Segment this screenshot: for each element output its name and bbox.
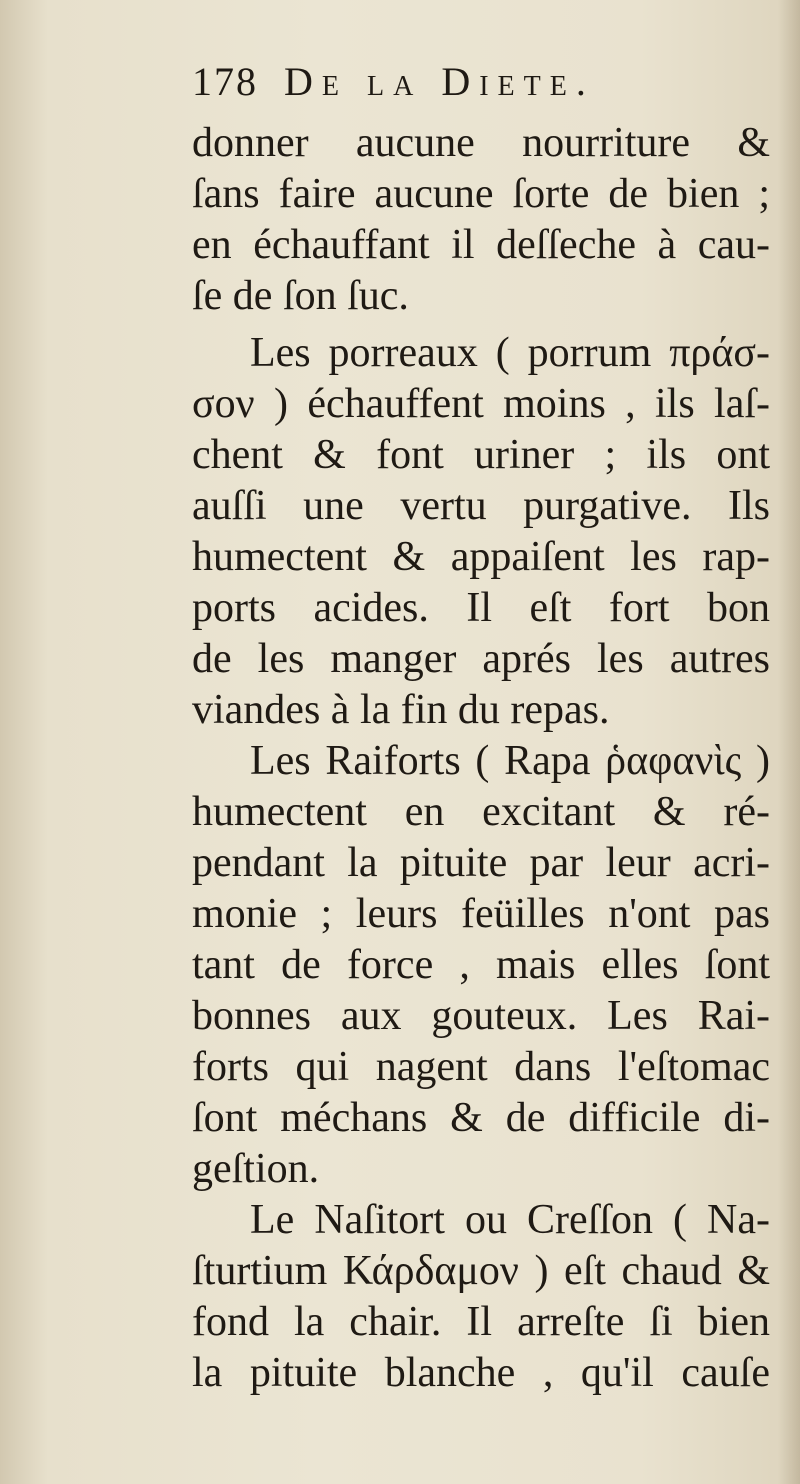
text-line: Les Raiforts ( Rapa ῥαφανὶς ) xyxy=(250,738,770,784)
text-line: ſans faire aucune ſorte de bien ; xyxy=(192,171,770,217)
text-line: σον ) échauffent moins , ils laſ- xyxy=(192,381,770,427)
text-line: de les manger aprés les autres xyxy=(192,636,770,682)
text-line: fond la chair. Il arreſte ſi bien xyxy=(192,1299,770,1345)
page-text-block xyxy=(192,58,770,1399)
text-line: geſtion. xyxy=(192,1146,320,1192)
text-line: chent & font uriner ; ils ont xyxy=(192,432,770,478)
text-line: la pituite blanche , qu'il cauſe xyxy=(192,1350,770,1396)
text-line: humectent en excitant & ré- xyxy=(192,789,770,835)
page-gutter-shadow xyxy=(778,0,800,1484)
text-line: viandes à la fin du repas. xyxy=(192,687,610,733)
page-number: 178 xyxy=(192,59,258,104)
text-line: donner aucune nourriture & xyxy=(192,120,770,166)
text-line: bonnes aux gouteux. Les Rai- xyxy=(192,993,770,1039)
text-line: tant de force , mais elles ſont xyxy=(192,942,770,988)
text-line: forts qui nagent dans l'eſtomac xyxy=(192,1044,770,1090)
text-line: ſe de ſon ſuc. xyxy=(192,273,409,319)
text-line: ſturtium Κάρδαμον ) eſt chaud & xyxy=(192,1248,770,1294)
text-line: Les porreaux ( porrum πράσ- xyxy=(250,330,770,376)
text-line: ſont méchans & de difficile di- xyxy=(192,1095,770,1141)
text-line: auſſi une vertu purgative. Ils xyxy=(192,483,770,529)
running-header xyxy=(192,58,770,118)
text-line: pendant la pituite par leur acri- xyxy=(192,840,770,886)
text-line: monie ; leurs feüilles n'ont pas xyxy=(192,891,770,937)
running-title: De la Diete. xyxy=(284,59,595,104)
text-line: ports acides. Il eſt fort bon xyxy=(192,585,770,631)
text-line: humectent & appaiſent les rap- xyxy=(192,534,770,580)
text-line: Le Naſitort ou Creſſon ( Na- xyxy=(250,1197,770,1243)
text-line: en échauffant il deſſeche à cau- xyxy=(192,222,770,268)
